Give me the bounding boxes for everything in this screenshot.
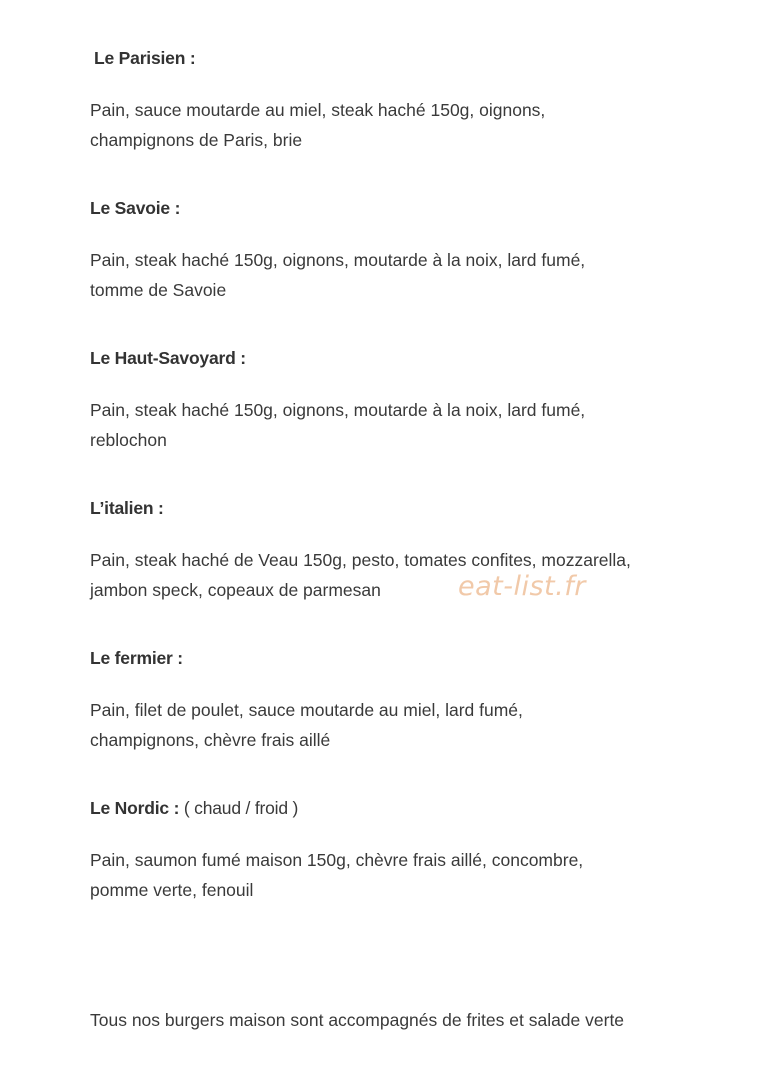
item-description (90, 545, 730, 605)
item-description-line-2: champignons de Paris, brie (90, 130, 303, 150)
item-description-line-2: pomme verte, fenouil (90, 880, 254, 900)
menu-item-savoie (90, 196, 740, 300)
item-description (90, 845, 730, 905)
item-description-line-1: Pain, steak haché 150g, oignons, moutarde à la noix, lard fumé, (90, 250, 586, 270)
item-title: Le Haut-Savoyard : (90, 348, 246, 368)
item-description-line-1: Pain, saumon fumé maison 150g, chèvre frais aillé, concombre, (90, 850, 584, 870)
item-title-row (90, 796, 740, 820)
item-description-line-2: reblochon (90, 430, 167, 450)
item-description (90, 245, 730, 305)
menu-footer-note: Tous nos burgers maison sont accompagnés de frites et salade verte (90, 1010, 625, 1030)
item-title: Le Parisien : (94, 48, 196, 68)
item-title: Le Nordic : (90, 798, 180, 818)
item-title: Le Savoie : (90, 198, 181, 218)
item-description (90, 95, 730, 155)
item-description-line-1: Pain, sauce moutarde au miel, steak haché 150g, oignons, (90, 100, 546, 120)
item-description-line-1: Pain, steak haché de Veau 150g, pesto, tomates confites, mozzarella, (90, 550, 631, 570)
item-description (90, 395, 730, 455)
watermark: eat-list.fr (458, 571, 586, 602)
item-title: L’italien : (90, 498, 164, 518)
item-description (90, 695, 730, 755)
item-description-line-2: tomme de Savoie (90, 280, 227, 300)
item-description-line-1: Pain, filet de poulet, sauce moutarde au miel, lard fumé, (90, 700, 523, 720)
menu-item-fermier (90, 646, 740, 750)
menu-item-nordic (90, 796, 740, 900)
item-description-line-1: Pain, steak haché 150g, oignons, moutarde à la noix, lard fumé, (90, 400, 586, 420)
menu-item-parisien (90, 46, 740, 150)
menu-item-haut-savoyard (90, 346, 740, 450)
item-description-line-2: jambon speck, copeaux de parmesan (90, 580, 381, 600)
item-title: Le fermier : (90, 648, 183, 668)
item-note: ( chaud / froid ) (183, 798, 299, 818)
item-description-line-2: champignons, chèvre frais aillé (90, 730, 331, 750)
